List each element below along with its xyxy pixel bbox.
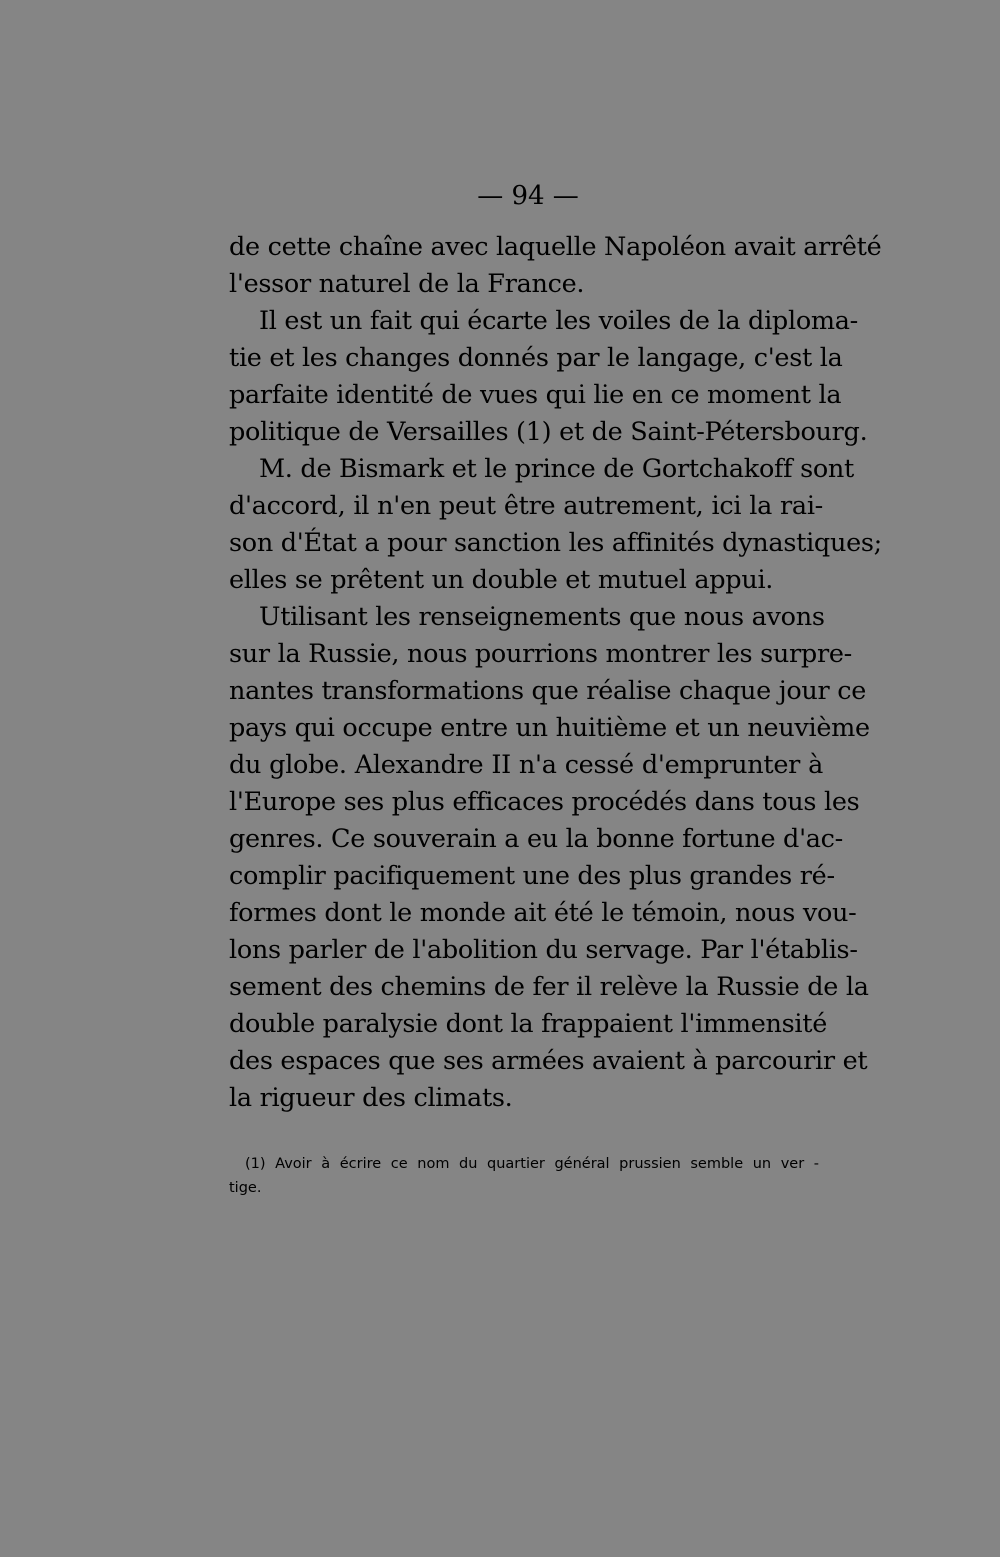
text-line: pays qui occupe entre un huitième et un neuvième	[229, 713, 870, 743]
text-line: complir pacifiquement une des plus grandes ré-	[229, 861, 835, 891]
text-line: formes dont le monde ait été le témoin, nous vou-	[229, 898, 857, 928]
text-line: Utilisant les renseignements que nous avons	[259, 602, 825, 632]
page-number: — 94 —	[477, 181, 579, 211]
text-line: sur la Russie, nous pourrions montrer les surpre-	[229, 639, 852, 669]
text-line: Il est un fait qui écarte les voiles de la diploma-	[259, 306, 858, 336]
text-line: son d'État a pour sanction les affinités dynastiques;	[229, 528, 882, 558]
text-line: sement des chemins de fer il relève la Russie de la	[229, 972, 869, 1002]
text-line: elles se prêtent un double et mutuel appui.	[229, 565, 774, 595]
text-line: lons parler de l'abolition du servage. Par l'établis-	[229, 935, 858, 965]
text-line: l'Europe ses plus efficaces procédés dans tous les	[229, 787, 860, 817]
footnote-line: tige.	[229, 1180, 262, 1196]
text-line: la rigueur des climats.	[229, 1083, 513, 1113]
text-line: de cette chaîne avec laquelle Napoléon avait arrêté	[229, 232, 882, 262]
text-line: nantes transformations que réalise chaque jour ce	[229, 676, 866, 706]
text-line: du globe. Alexandre II n'a cessé d'emprunter à	[229, 750, 823, 780]
body-text	[229, 229, 882, 1117]
text-line: double paralysie dont la frappaient l'immensité	[229, 1009, 827, 1039]
text-line: d'accord, il n'en peut être autrement, ici la rai-	[229, 491, 823, 521]
footnote-line: (1) Avoir à écrire ce nom du quartier général prussien semble un ver -	[245, 1156, 819, 1172]
text-line: genres. Ce souverain a eu la bonne fortune d'ac-	[229, 824, 843, 854]
text-line: politique de Versailles (1) et de Saint-Pétersbourg.	[229, 417, 868, 447]
text-line: M. de Bismark et le prince de Gortchakoff sont	[259, 454, 855, 484]
footnote	[229, 1152, 823, 1200]
text-line: parfaite identité de vues qui lie en ce moment la	[229, 380, 842, 410]
text-line: tie et les changes donnés par le langage, c'est la	[229, 343, 843, 373]
text-line: des espaces que ses armées avaient à parcourir et	[229, 1046, 868, 1076]
text-line: l'essor naturel de la France.	[229, 269, 585, 299]
